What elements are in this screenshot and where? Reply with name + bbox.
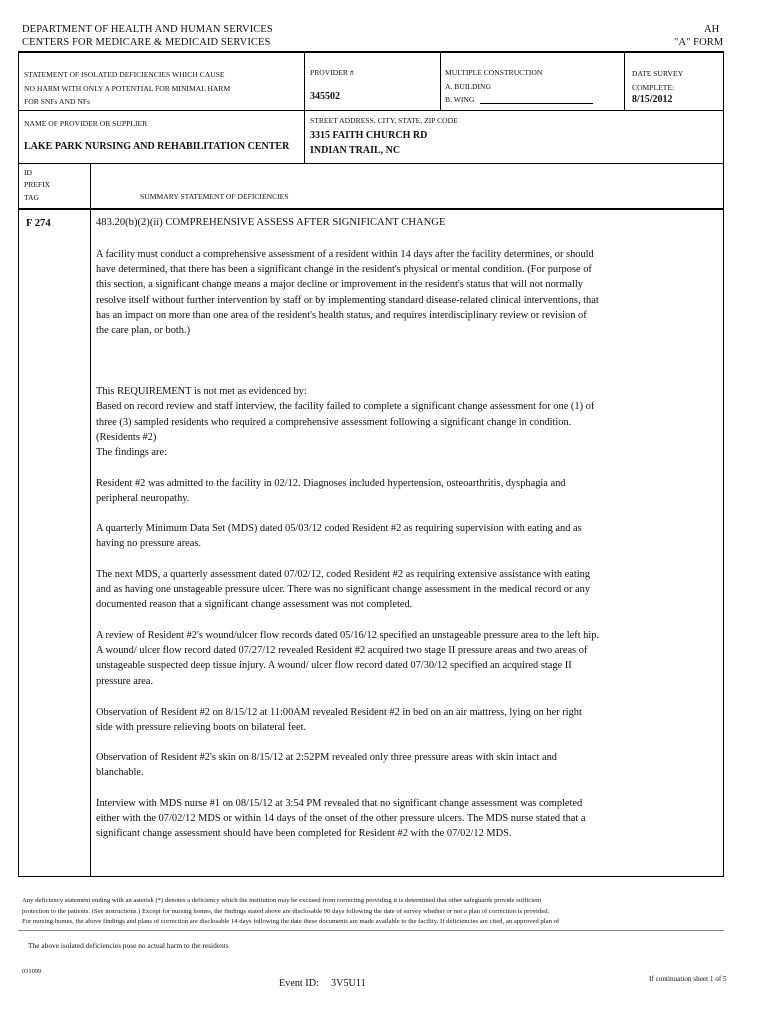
provider-label: PROVIDER # <box>310 68 354 77</box>
address-line-2: INDIAN TRAIL, NC <box>310 145 401 156</box>
divider-date <box>624 52 625 110</box>
date-survey-value: 8/15/2012 <box>632 94 673 105</box>
para-regulation <box>96 247 601 338</box>
deficiency-title: 483.20(b)(2)(ii) COMPREHENSIVE ASSESS AFTER SIGNIFICANT CHANGE <box>96 217 446 228</box>
date-survey-label: DATE SURVEY <box>632 69 684 78</box>
disclaimer-line-2: protection to the patients. (See instructions.) Except for nursing homes, the findings stated above are disclosable 90 days following the date of survey whether or not a plan of correction is provided. <box>22 907 550 915</box>
provider-name-label: NAME OF PROVIDER OR SUPPLIER <box>24 119 148 128</box>
disclaimer-line-1: Any deficiency statement ending with an asterisk (*) denotes a deficiency which the institution may be excused from correcting providing it is determined that other safeguards provide sufficient <box>22 897 542 904</box>
paragraph-text: Interview with MDS nurse #1 on 08/15/12 at 3:54 PM revealed that no significant change assessment was completed either with the 07/02/12 MDS or within 14 days of the onset of the other pressure ulcers. The MDS nurse stated that a significant change assessment should have been completed for Resident #2 with the 07/02/12 MDS. <box>96 798 586 840</box>
column-header-rule <box>18 208 724 210</box>
disclaimer-line-3: For nursing homes, the above findings and plans of correction are disclosable 14 days following the date these documents are made available to the facility. If deficiencies are cited, an approved plan of <box>22 918 560 926</box>
right-border <box>723 52 724 876</box>
row-divider-1 <box>18 110 724 111</box>
paragraph-text: Observation of Resident #2 on 8/15/12 at 11:00AM revealed Resident #2 in bed on an air mattress, lying on her right side with pressure relieving boots on bilateral feet. <box>96 707 582 734</box>
date-complete-label: COMPLETE: <box>632 83 675 92</box>
statement-line-3: FOR SNFs AND NFs <box>24 97 91 106</box>
left-border <box>18 52 19 876</box>
summary-column-label: SUMMARY STATEMENT OF DEFICIENCIES <box>140 192 289 201</box>
form-code-footer: 031099 <box>22 968 42 975</box>
statement-line-1: STATEMENT OF ISOLATED DEFICIENCIES WHICH CAUSE <box>24 70 225 79</box>
row-divider-2 <box>18 163 724 164</box>
wing-underline <box>480 103 593 104</box>
paragraph-text: A facility must conduct a comprehensive assessment of a resident within 14 days after the facility determines, or should have determined, that there has been a significant change in the resident's physical or mental condition. (For purpose of this section, a significant change means a major decline or improvement in the resident's status that will not normally resolve itself without further intervention by staff or by implementing standard disease-related clinical interventions, that has an impact on more than one area of the resident's health status, and requires interdisciplinary review or revision of the care plan, or both.) <box>96 249 599 337</box>
header-rule <box>18 51 724 53</box>
divider-provider <box>304 52 305 163</box>
tag-column-label: TAG <box>24 193 39 202</box>
centers-title: CENTERS FOR MEDICARE & MEDICAID SERVICES <box>22 37 271 48</box>
building-label: A. BUILDING <box>445 82 491 91</box>
paragraph-text: This REQUIREMENT is not met as evidenced by: Based on record review and staff interview, the facility failed to complete a significant change assessment for one (1) of three (3) sampled residents who required a comprehensive assessment following a significant change in condition. (Residents #2) <box>96 386 595 443</box>
provider-number: 345502 <box>310 91 340 102</box>
para-next-mds <box>96 567 601 613</box>
address-label: STREET ADDRESS, CITY, STATE, ZIP CODE <box>310 116 458 125</box>
tag-column-divider <box>90 163 91 876</box>
id-column-label: ID <box>24 168 33 177</box>
disclaimer <box>22 896 742 928</box>
department-title: DEPARTMENT OF HEALTH AND HUMAN SERVICES <box>22 24 273 35</box>
para-quarterly-mds <box>96 521 601 551</box>
harm-note: The above isolated deficiencies pose no actual harm to the residents <box>28 941 229 950</box>
para-observation-bed <box>96 705 601 735</box>
paragraph-text: The next MDS, a quarterly assessment dated 07/02/12, coded Resident #2 as requiring extensive assistance with eating and as having one unstageable pressure ulcer. There was no significant change assessment in the medical record or any documented reason that a significant change assessment was not completed. <box>96 569 591 611</box>
statement-line-2: NO HARM WITH ONLY A POTENTIAL FOR MINIMAL HARM <box>24 84 231 93</box>
para-observation-skin <box>96 750 601 780</box>
event-id-value: 3V5U11 <box>331 978 366 989</box>
paragraph-text: Observation of Resident #2's skin on 8/15/12 at 2:52PM revealed only three pressure areas with skin intact and blanchable. <box>96 752 557 779</box>
continuation-sheet: If continuation sheet 1 of 5 <box>649 975 727 983</box>
address-line-1: 3315 FAITH CHURCH RD <box>310 130 428 141</box>
divider-construction <box>440 52 441 110</box>
wing-label: B. WING <box>445 95 475 104</box>
para-wound-review <box>96 628 601 689</box>
para-admission <box>96 476 601 506</box>
prefix-column-label: PREFIX <box>24 180 51 189</box>
paragraph-text: The findings are: <box>96 447 167 458</box>
construction-label: MULTIPLE CONSTRUCTION <box>445 68 543 77</box>
form-name: "A" FORM <box>674 37 724 48</box>
para-interview <box>96 796 601 842</box>
para-findings <box>96 445 601 460</box>
form-code: AH <box>704 24 720 35</box>
paragraph-text: Resident #2 was admitted to the facility in 02/12. Diagnoses included hypertension, osteoarthritis, dysphagia and peripheral neuropathy. <box>96 478 566 505</box>
deficiency-tag: F 274 <box>26 218 51 229</box>
footer-rule <box>18 930 724 931</box>
provider-name: LAKE PARK NURSING AND REHABILITATION CENTER <box>24 141 290 152</box>
table-bottom-rule <box>18 876 724 877</box>
paragraph-text: A review of Resident #2's wound/ulcer flow records dated 05/16/12 specified an unstageable pressure area to the left hip. A wound/ ulcer flow record dated 07/27/12 revealed Resident #2 acquired two stage II pressure areas and two areas of unstageable suspected deep tissue injury. A wound/ ulcer flow record dated 07/30/12 specified an acquired stage II pressure area. <box>96 630 600 687</box>
event-id-label: Event ID: <box>279 978 319 989</box>
paragraph-text: A quarterly Minimum Data Set (MDS) dated 05/03/12 coded Resident #2 as requiring supervision with eating and as having no pressure areas. <box>96 523 582 550</box>
